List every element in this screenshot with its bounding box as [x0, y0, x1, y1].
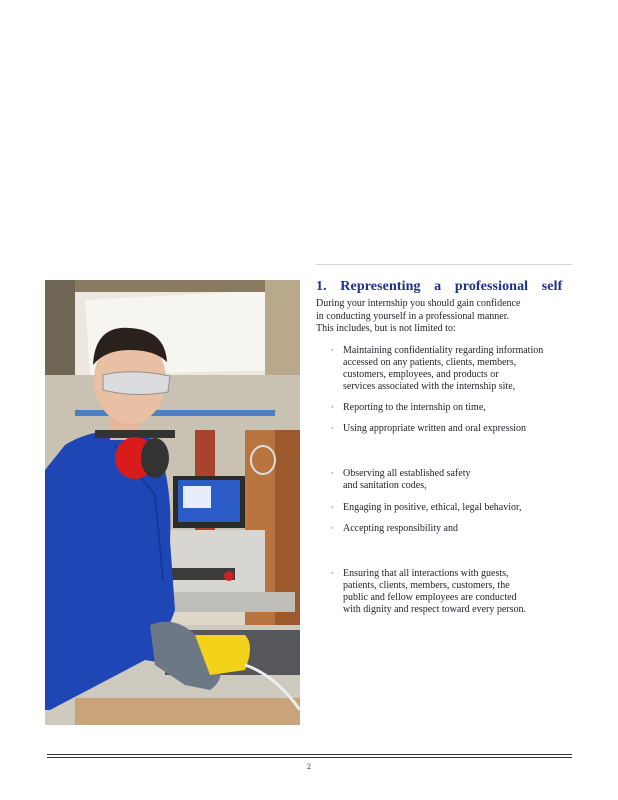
bullet-icon: • [330, 569, 335, 578]
list-item-line: Using appropriate written and oral expression [343, 423, 527, 434]
section-heading: 1. Representing a professional self [316, 279, 563, 294]
intro-line: During your internship you should gain confidence [316, 298, 521, 309]
list-item-line: with dignity and respect toward every person. [343, 604, 527, 615]
bullet-icon: • [330, 424, 335, 433]
list-item-line: Engaging in positive, ethical, legal behavior, [343, 502, 522, 513]
bullet-icon: • [330, 469, 335, 478]
list-item-line: services associated with the internship site, [343, 381, 516, 392]
bullet-icon: • [330, 524, 335, 533]
list-item-line: Accepting responsibility and [343, 523, 458, 534]
page-number: 2 [307, 762, 311, 771]
list-item-line: patients, clients, members, customers, the [343, 580, 510, 591]
worker-photo [45, 280, 300, 725]
list-item-line: accessed on any patients, clients, members, [343, 357, 517, 368]
intro-paragraph [316, 298, 566, 336]
top-rule [316, 264, 572, 265]
list-item-line: Maintaining confidentiality regarding information [343, 345, 544, 356]
list-item-line: Observing all established safety [343, 468, 471, 479]
intro-line: in conducting yourself in a professional manner. [316, 310, 510, 322]
bullet-icon: • [330, 503, 335, 512]
list-item-line: and sanitation codes, [343, 480, 427, 491]
list-item-line: customers, employees, and products or [343, 369, 499, 380]
list-item-line: Ensuring that all interactions with guests, [343, 568, 509, 579]
intro-line: This includes, but is not limited to: [316, 323, 456, 334]
footer-rule [47, 754, 572, 755]
list-item-line: Reporting to the internship on time, [343, 402, 486, 413]
footer-rule [47, 757, 572, 758]
bullet-icon: • [330, 403, 335, 412]
list-item-line: public and fellow employees are conducted [343, 592, 517, 603]
bullet-icon: • [330, 346, 335, 355]
